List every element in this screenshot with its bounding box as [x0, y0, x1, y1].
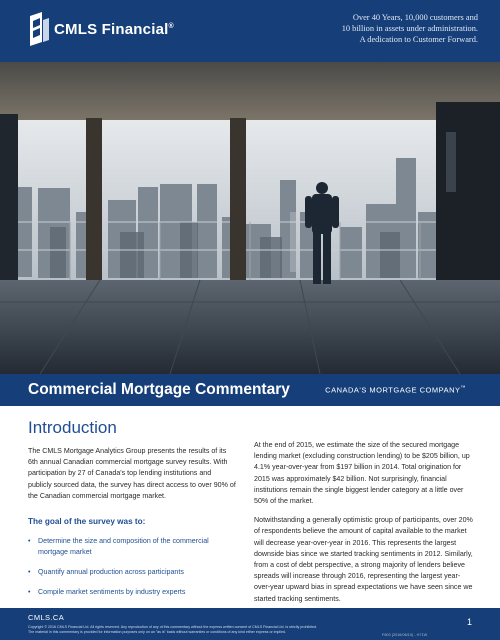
cmls-logo-icon [28, 12, 50, 46]
bullet-icon: • [28, 568, 31, 577]
header-bar [0, 0, 500, 62]
hero-photo [0, 62, 500, 374]
title-bar [0, 374, 500, 406]
goal-list [28, 536, 236, 598]
tagline-line: A dedication to Customer Forward. [359, 35, 478, 44]
brand-name: CMLS Financial® [54, 20, 174, 38]
header-tagline [258, 12, 478, 45]
tagline-line: Over 40 Years, 10,000 customers and [352, 13, 478, 22]
document-code: F603 (2016/06/10) - H71W [382, 633, 428, 637]
footer-bar [0, 608, 500, 640]
website-link[interactable]: CMLS.CA [28, 613, 65, 622]
page-number: 1 [466, 617, 472, 627]
copyright-line: Copyright © 2016 CMLS Financial Ltd. All rights reserved. Any reproduction of any of this commentary without the express written consent of CMLS Financial Ltd. is strictly prohibited. [28, 625, 318, 629]
left-column [28, 446, 236, 607]
intro-paragraph: The CMLS Mortgage Analytics Group presents the results of its 6th annual Canadian commercial mortgage survey results. With participation by 27 of Canada's top lending institutions and publicly sourced data, the survey has direct access to over 90% of the Canadian commercial mortgage market. [28, 447, 236, 500]
bullet-icon: • [28, 588, 31, 597]
company-slogan: CANADA'S MORTGAGE COMPANY™ [325, 385, 466, 395]
section-heading: Introduction [28, 418, 117, 437]
goal-item: • Compile market sentiments by industry experts [28, 588, 186, 597]
goal-item: • Determine the size and composition of the commercial mortgage market [28, 537, 209, 557]
copyright-line: The material in this commentary is provided for information purposes only on an "as is" basis without warranties or conditions of any kind either express or implied. [28, 630, 287, 634]
body-paragraph: At the end of 2015, we estimate the size of the secured mortgage lending market (excluding construction lending) to be $205 billion, up 4.1% year-over-year from $197 billion in 2014. Total origination for 2015 was approximately $42 billion. Not surprisingly, financial institutions remain the single biggest lender category at a little over 50% of the market. [254, 441, 470, 506]
goal-item: • Quantify annual production across participants [28, 568, 184, 577]
main-content [28, 418, 474, 608]
goal-heading: The goal of the survey was to: [28, 517, 146, 527]
hero-image [0, 62, 500, 374]
copyright-notice [28, 625, 438, 635]
tagline-line: 10 billion in assets under administration. [341, 24, 478, 33]
right-column [254, 440, 474, 613]
bullet-icon: • [28, 537, 31, 546]
body-paragraph: Notwithstanding a generally optimistic group of participants, over 20% of respondents believe the amount of capital available to the market will decrease year-over-year in 2016. This represents the largest downside bias since we started tracking sentiments in 2012. Similarly, from a cost of debt perspective, a strong majority of lenders believe spreads will increase through 2016, representing the largest year-over-year upward bias in spread expectations we have seen since we started tracking sentiments. [254, 516, 473, 603]
brand-logo[interactable] [28, 10, 174, 48]
document-title: Commercial Mortgage Commentary [28, 381, 290, 398]
